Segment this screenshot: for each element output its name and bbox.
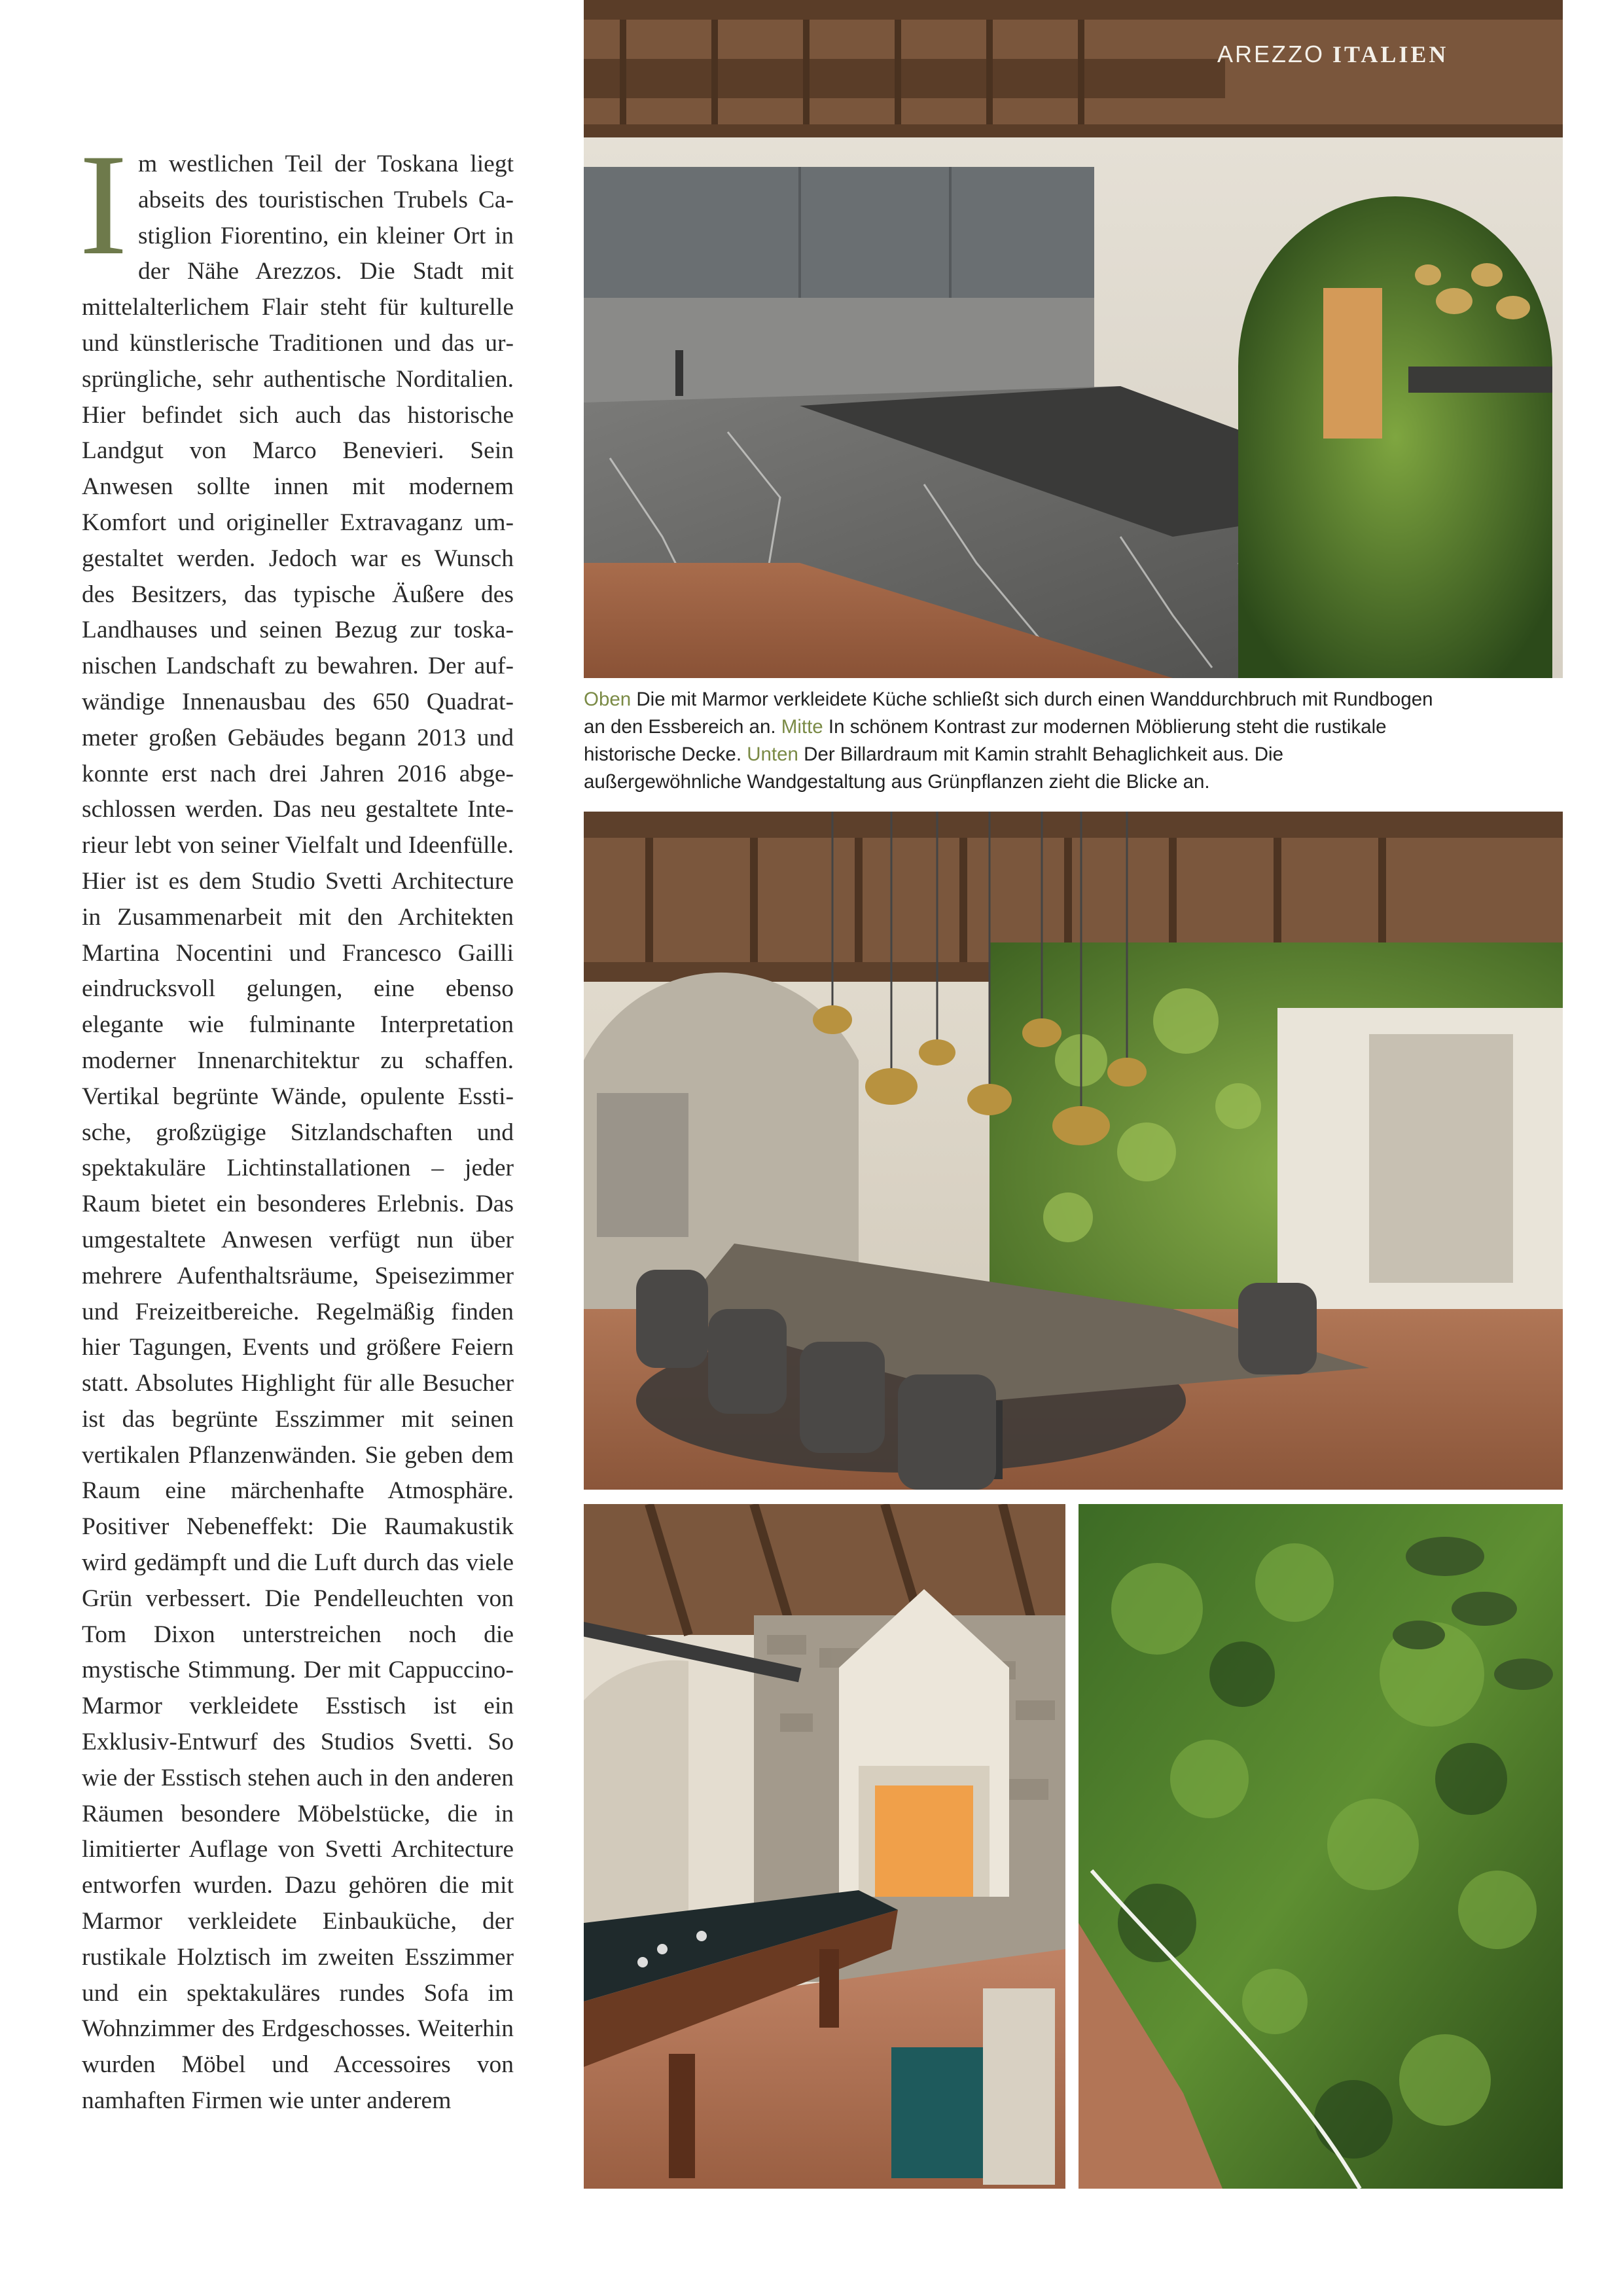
- section-header: [1217, 41, 1449, 67]
- photo-billiard: [584, 1504, 1065, 2189]
- dining-illustration: [584, 812, 1563, 1490]
- header-country: ITALIEN: [1332, 41, 1449, 67]
- greenwall-illustration: [1079, 1504, 1563, 2189]
- photo-dining: [584, 812, 1563, 1490]
- photo-caption: [584, 686, 1435, 796]
- caption-tag-mitte: Mitte: [781, 716, 823, 738]
- caption-text-oben: Die mit Marmor verkleidete Küche schließt sich durch einen Wanddurchbruch mit Rundbogen an den Essbereich an.: [584, 689, 1433, 738]
- photo-greenwall: [1079, 1504, 1563, 2189]
- header-place: AREZZO: [1217, 41, 1325, 67]
- drop-cap: I: [79, 124, 128, 285]
- article-body: [79, 124, 514, 2119]
- billiard-illustration: [584, 1504, 1065, 2189]
- article-text: m westlichen Teil der Toskana liegt abseits des touristischen Trubels Castiglion Fiorentino, ein kleiner Ort in der Nähe Arezzos. Die Stadt mit mittelalterlichem Flair steht für kulturelle und künstlerische Traditionen und das ursprüngliche, sehr authentische Norditalien. Hier befindet sich auch das historische Landgut von Marco Benevieri. Sein Anwesen sollte innen mit modernem Komfort und origineller Extravaganz umgestaltet werden. Jedoch war es Wunsch des Besitzers, das typische Äußere des Landhauses und seinen Bezug zur toskanischen Landschaft zu bewahren. Der aufwändige Innenausbau des 650 Quadratmeter großen Gebäudes begann 2013 und konnte erst nach drei Jahren 2016 abgeschlossen werden. Das neu gestaltete Interieur lebt von seiner Vielfalt und Ideenfülle. Hier ist es dem Studio Svetti Architecture in Zusammenarbeit mit den Architekten Martina Nocentini und Francesco Gailli eindrucksvoll gelungen, eine ebenso elegante wie fulminante Interpretation moderner Innenarchitektur zu schaffen. Vertikal begrünte Wände, opulente Esstische, großzügige Sitzlandschaften und spektakuläre Lichtinstallationen – jeder Raum bietet ein besonderes Erlebnis. Das umgestaltete Anwesen verfügt nun über mehrere Aufenthaltsräume, Speisezimmer und Freizeitbereiche. Regelmäßig finden hier Tagungen, Events und größere Feiern statt. Absolutes Highlight für alle Besucher ist das begrünte Esszimmer mit seinen vertikalen Pflanzenwänden. Sie geben dem Raum eine märchenhafte Atmosphäre. Positiver Nebeneffekt: Die Raumakustik wird gedämpft und die Luft durch das viele Grün verbessert. Die Pendelleuchten von Tom Dixon unterstreichen noch die mystische Stimmung. Der mit Cappuccino-Marmor verkleidete Esstisch ist ein Exklusiv-Entwurf des Studios Svetti. So wie der Esstisch stehen auch in den anderen Räumen besondere Möbelstücke, die in limitierter Auflage von Svetti Architecture entworfen wurden. Dazu gehören die mit Marmor verkleidete Einbauküche, der rustikale Holztisch im zweiten Esszimmer und ein spektakuläres rundes Sofa im Wohnzimmer des Erdgeschosses. Weiterhin wurden Möbel und Accessoires von namhaften Firmen wie unter anderem: [82, 151, 514, 2115]
- photo-kitchen: [584, 0, 1563, 678]
- caption-tag-oben: Oben: [584, 689, 632, 710]
- kitchen-illustration: [584, 0, 1563, 678]
- caption-tag-unten: Unten: [747, 744, 798, 765]
- caption-text-unten: Der Billardraum mit Kamin strahlt Behaglichkeit aus. Die außergewöhnliche Wandgestaltung aus Grünpflanzen zieht die Blicke an.: [584, 744, 1284, 793]
- caption-text-mitte: In schönem Kontrast zur modernen Möblierung steht die rustikale historische Decke.: [584, 716, 1387, 765]
